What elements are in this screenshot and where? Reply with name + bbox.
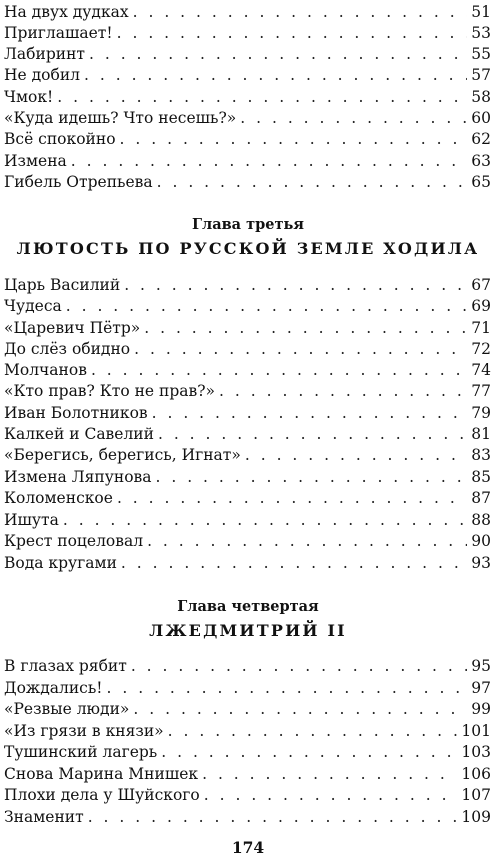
- toc-entry-title: Крест поцеловал: [4, 532, 144, 550]
- toc-entry-page: 106: [461, 765, 491, 783]
- toc-entry-title: На двух дудках: [4, 3, 129, 21]
- toc-entry: [4, 764, 491, 784]
- toc-entry: [4, 403, 491, 423]
- dot-leader: [117, 488, 467, 508]
- toc-entry-page: 97: [471, 679, 491, 697]
- toc-entry-page: 107: [461, 786, 491, 804]
- toc-entry-page: 74: [471, 361, 491, 379]
- toc-entry-title: Дождались!: [4, 679, 103, 697]
- toc-entry-page: 58: [471, 88, 491, 106]
- toc-entry-title: «Царевич Пётр»: [4, 319, 141, 337]
- toc-entry: [4, 381, 491, 401]
- toc-entry-page: 93: [471, 554, 491, 572]
- chapter-title: ЛЖЕДМИТРИЙ II: [149, 621, 347, 640]
- toc-entry-title: «Из грязи в князи»: [4, 722, 164, 740]
- toc-entry-page: 55: [471, 45, 491, 63]
- toc-entry-title: Всё спокойно: [4, 130, 116, 148]
- toc-entry-page: 69: [471, 297, 491, 315]
- dot-leader: [152, 403, 467, 423]
- chapter-label: Глава четвертая: [177, 598, 319, 615]
- toc-entry: [4, 151, 491, 171]
- dot-leader: [124, 275, 467, 295]
- toc-entry-page: 67: [471, 276, 491, 294]
- toc-entry-page: 71: [471, 319, 491, 337]
- dot-leader: [120, 129, 467, 149]
- toc-entry-title: Тушинский лагерь: [4, 743, 158, 761]
- dot-leader: [202, 764, 457, 784]
- toc-entry: [4, 23, 491, 43]
- dot-leader: [147, 531, 467, 551]
- toc-entry-title: Измена Ляпунова: [4, 468, 152, 486]
- toc-entry: [4, 678, 491, 698]
- toc-entry-title: Чмок!: [4, 88, 54, 106]
- toc-entry-title: Ишута: [4, 511, 59, 529]
- toc-entry: [4, 445, 491, 465]
- toc-entry-title: Иван Болотников: [4, 404, 148, 422]
- dot-leader: [57, 87, 467, 107]
- toc-entry-title: «Берегись, берегись, Игнат»: [4, 446, 241, 464]
- dot-leader: [134, 339, 467, 359]
- toc-entry: [4, 785, 491, 805]
- dot-leader: [204, 785, 458, 805]
- toc-entry-title: «Кто прав? Кто не прав?»: [4, 382, 216, 400]
- toc-entry-title: Приглашает!: [4, 24, 113, 42]
- toc-entry-page: 72: [471, 340, 491, 358]
- dot-leader: [117, 23, 467, 43]
- toc-entry: [4, 699, 491, 719]
- toc-entry-page: 101: [461, 722, 491, 740]
- toc-entry-page: 99: [471, 700, 491, 718]
- dot-leader: [66, 296, 467, 316]
- dot-leader: [144, 318, 467, 338]
- toc-entry-title: «Резвые люди»: [4, 700, 130, 718]
- toc-entry-page: 85: [471, 468, 491, 486]
- toc-entry: [4, 172, 491, 192]
- toc-entry: [4, 488, 491, 508]
- toc-entry: [4, 44, 491, 64]
- toc-entry-page: 90: [471, 532, 491, 550]
- toc-entry-title: Измена: [4, 152, 67, 170]
- toc-entry-title: Лабиринт: [4, 45, 85, 63]
- dot-leader: [133, 2, 467, 22]
- chapter-label: Глава третья: [191, 216, 305, 233]
- toc-entry-page: 95: [471, 657, 491, 675]
- dot-leader: [133, 699, 467, 719]
- dot-leader: [245, 445, 467, 465]
- toc-entry-title: Снова Марина Мнишек: [4, 765, 199, 783]
- toc-entry-title: В глазах рябит: [4, 657, 127, 675]
- toc-entry: [4, 807, 491, 827]
- toc-entry-title: Молчанов: [4, 361, 87, 379]
- dot-leader: [157, 172, 467, 192]
- dot-leader: [63, 510, 467, 530]
- toc-entry-page: 62: [471, 130, 491, 148]
- dot-leader: [219, 381, 467, 401]
- toc-entry-title: Чудеса: [4, 297, 62, 315]
- dot-leader: [240, 108, 467, 128]
- toc-entry-page: 53: [471, 24, 491, 42]
- dot-leader: [158, 424, 467, 444]
- dot-leader: [91, 360, 467, 380]
- toc-entry-page: 88: [471, 511, 491, 529]
- chapter-title: ЛЮТОСТЬ ПО РУССКОЙ ЗЕМЛЕ ХОДИЛА: [16, 239, 480, 258]
- dot-leader: [121, 553, 467, 573]
- toc-entry: [4, 339, 491, 359]
- dot-leader: [131, 656, 467, 676]
- toc-entry-page: 83: [471, 446, 491, 464]
- dot-leader: [84, 65, 467, 85]
- toc-entry-page: 51: [471, 3, 491, 21]
- dot-leader: [71, 151, 467, 171]
- toc-entry-page: 77: [471, 382, 491, 400]
- toc-entry: [4, 531, 491, 551]
- toc-entry-page: 103: [461, 743, 491, 761]
- dot-leader: [89, 44, 467, 64]
- toc-entry: [4, 510, 491, 530]
- dot-leader: [88, 807, 458, 827]
- toc-entry-page: 81: [471, 425, 491, 443]
- toc-entry-page: 109: [461, 808, 491, 826]
- toc-entry: [4, 553, 491, 573]
- toc-entry-title: Калкей и Савелий: [4, 425, 154, 443]
- toc-entry-title: Вода кругами: [4, 554, 117, 572]
- toc-entry: [4, 296, 491, 316]
- page-number: 174: [231, 838, 265, 857]
- toc-entry-title: Царь Василий: [4, 276, 121, 294]
- toc-entry: [4, 742, 491, 762]
- toc-entry: [4, 2, 491, 22]
- toc-entry-title: До слёз обидно: [4, 340, 131, 358]
- toc-entry-title: Плохи дела у Шуйского: [4, 786, 200, 804]
- toc-entry: [4, 467, 491, 487]
- toc-entry-title: Коломенское: [4, 489, 113, 507]
- toc-entry: [4, 360, 491, 380]
- dot-leader: [156, 467, 468, 487]
- toc-entry: [4, 275, 491, 295]
- toc-entry-title: «Куда идешь? Что несешь?»: [4, 109, 237, 127]
- toc-entry: [4, 65, 491, 85]
- toc-entry-page: 57: [471, 66, 491, 84]
- toc-entry-page: 87: [471, 489, 491, 507]
- toc-entry-title: Не добил: [4, 66, 81, 84]
- toc-entry-page: 63: [471, 152, 491, 170]
- toc-entry-page: 65: [471, 173, 491, 191]
- toc-entry: [4, 108, 491, 128]
- dot-leader: [107, 678, 467, 698]
- toc-entry: [4, 318, 491, 338]
- dot-leader: [161, 742, 457, 762]
- toc-entry: [4, 656, 491, 676]
- dot-leader: [168, 721, 458, 741]
- toc-entry: [4, 129, 491, 149]
- toc-entry-title: Знаменит: [4, 808, 84, 826]
- toc-entry-page: 79: [471, 404, 491, 422]
- toc-entry-title: Гибель Отрепьева: [4, 173, 153, 191]
- toc-entry: [4, 424, 491, 444]
- toc-entry-page: 60: [471, 109, 491, 127]
- toc-entry: [4, 87, 491, 107]
- toc-entry: [4, 721, 491, 741]
